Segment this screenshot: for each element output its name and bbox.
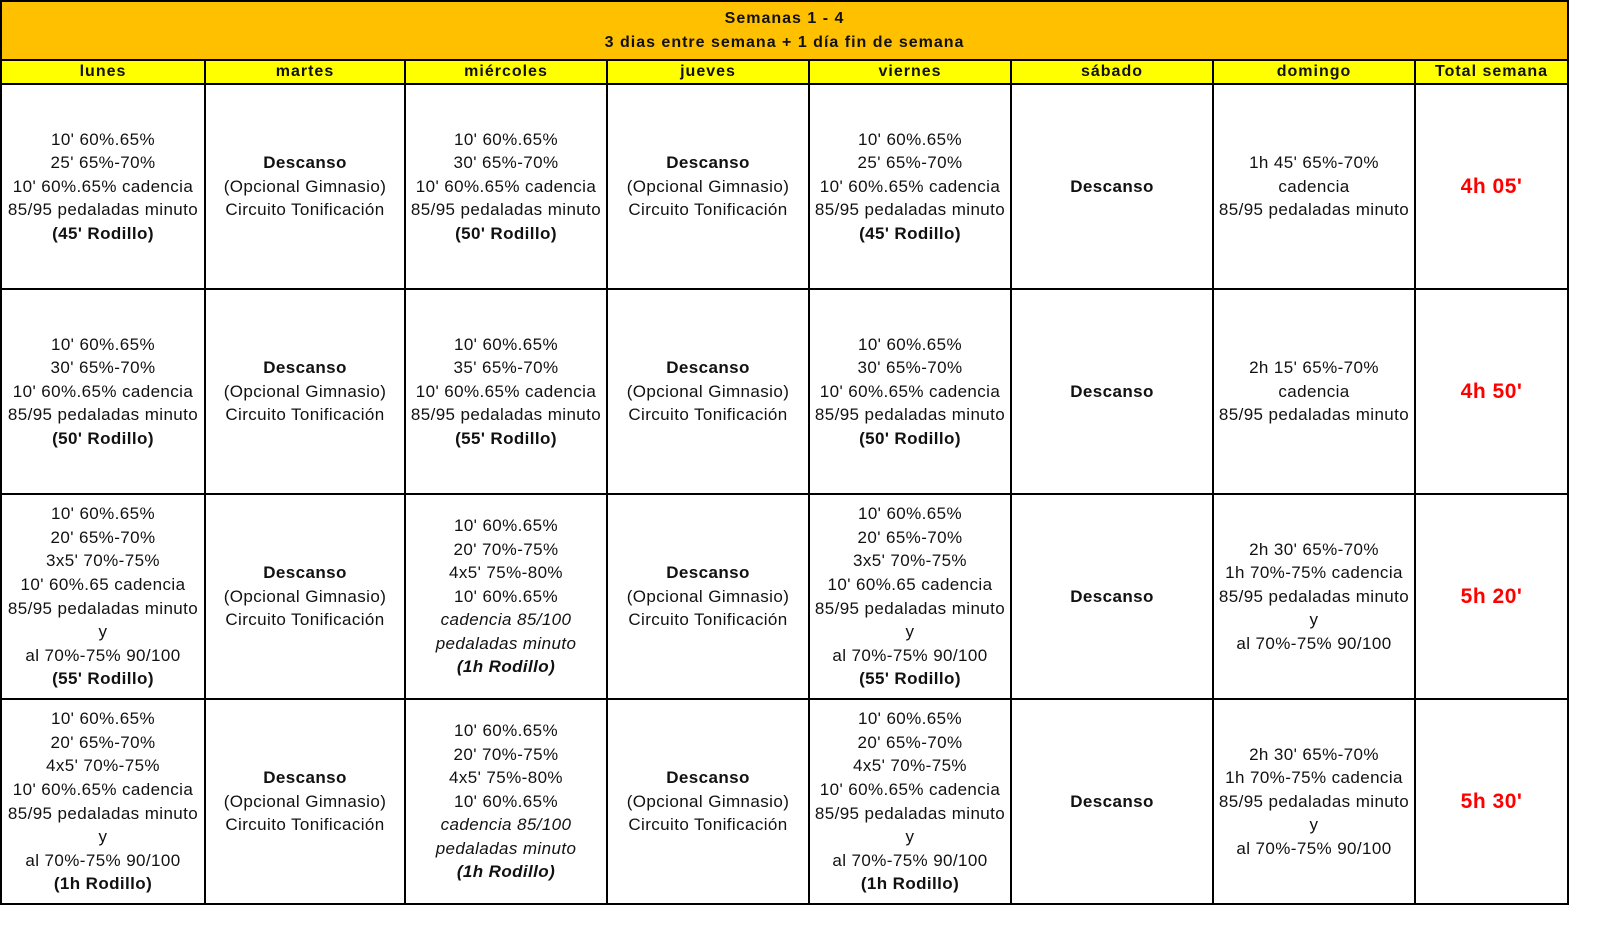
cell-line: Circuito Tonificación — [225, 405, 385, 425]
cell-line: (Opcional Gimnasio) — [223, 586, 387, 606]
cell-line: al 70%-75% 90/100 — [25, 850, 181, 870]
cell-miercoles[interactable] — [405, 494, 607, 699]
header-martes[interactable]: martes — [205, 60, 405, 84]
cell-line: 1h 45' 65%-70% — [1249, 153, 1379, 173]
cell-jueves[interactable] — [607, 494, 809, 699]
cell-line: 85/95 pedaladas minuto — [1218, 791, 1410, 811]
cell-line: y — [98, 827, 108, 847]
cell-viernes[interactable] — [809, 289, 1011, 494]
cell-domingo[interactable] — [1213, 494, 1415, 699]
cell-line: 85/95 pedaladas minuto — [410, 200, 602, 220]
cell-line: Descanso — [666, 563, 750, 583]
cell-jueves[interactable] — [607, 84, 809, 289]
cell-line: 25' 65%-70% — [857, 153, 963, 173]
header-total-semana[interactable]: Total semana — [1415, 60, 1568, 84]
cell-sabado[interactable] — [1011, 494, 1213, 699]
cell-line: 85/95 pedaladas minuto — [1218, 200, 1410, 220]
cell-line: al 70%-75% 90/100 — [1236, 633, 1392, 653]
cell-line: 10' 60%.65 cadencia — [827, 574, 993, 594]
cell-line: Descanso — [263, 358, 347, 378]
cell-line: 10' 60%.65% — [453, 791, 559, 811]
cell-line: 20' 70%-75% — [453, 539, 559, 559]
cell-line: al 70%-75% 90/100 — [832, 850, 988, 870]
cell-viernes[interactable] — [809, 84, 1011, 289]
header-domingo[interactable]: domingo — [1213, 60, 1415, 84]
cell-line: Circuito Tonificación — [628, 610, 788, 630]
cell-line: (Opcional Gimnasio) — [626, 791, 790, 811]
cell-line: cadencia 85/100 — [440, 610, 572, 630]
cell-line: (55' Rodillo) — [859, 669, 961, 689]
cell-line: 85/95 pedaladas minuto — [410, 405, 602, 425]
cell-domingo[interactable] — [1213, 289, 1415, 494]
cell-line: 10' 60%.65% — [857, 129, 963, 149]
cell-line: (45' Rodillo) — [859, 223, 961, 243]
cell-line: 10' 60%.65% cadencia — [12, 176, 194, 196]
cell-line: 30' 65%-70% — [453, 153, 559, 173]
title-cell[interactable] — [1, 1, 1568, 60]
cell-line: 10' 60%.65% — [857, 334, 963, 354]
cell-line: 2h 30' 65%-70% — [1249, 539, 1379, 559]
cell-line: 85/95 pedaladas minuto — [1218, 405, 1410, 425]
cell-line: al 70%-75% 90/100 — [832, 645, 988, 665]
cell-line: 10' 60%.65% — [453, 334, 559, 354]
cell-line: 2h 30' 65%-70% — [1249, 744, 1379, 764]
cell-line: 10' 60%.65% — [453, 515, 559, 535]
cell-line: (Opcional Gimnasio) — [223, 381, 387, 401]
cell-line: Descanso — [1070, 176, 1154, 196]
cell-line: 85/95 pedaladas minuto — [814, 200, 1006, 220]
cell-sabado[interactable] — [1011, 289, 1213, 494]
cell-total-semana[interactable]: 5h 30' — [1415, 699, 1568, 904]
cell-line: 10' 60%.65 cadencia — [20, 574, 186, 594]
cell-martes[interactable] — [205, 84, 405, 289]
cell-line: al 70%-75% 90/100 — [25, 645, 181, 665]
cell-martes[interactable] — [205, 699, 405, 904]
cell-sabado[interactable] — [1011, 84, 1213, 289]
cell-line: y — [1309, 610, 1319, 630]
cell-line: (1h Rodillo) — [860, 874, 960, 894]
cell-line: 10' 60%.65% — [50, 709, 156, 729]
cell-line: Descanso — [1070, 381, 1154, 401]
cell-lunes[interactable] — [1, 84, 205, 289]
cell-line: 10' 60%.65% — [50, 504, 156, 524]
cell-line: 10' 60%.65% — [857, 504, 963, 524]
day-header-row — [1, 60, 1568, 84]
cell-jueves[interactable] — [607, 289, 809, 494]
cell-line: (Opcional Gimnasio) — [626, 176, 790, 196]
cell-line: y — [98, 622, 108, 642]
cell-line: 1h 70%-75% cadencia — [1225, 768, 1403, 788]
cell-domingo[interactable] — [1213, 84, 1415, 289]
header-sabado[interactable]: sábado — [1011, 60, 1213, 84]
cell-line: Descanso — [1070, 791, 1154, 811]
cell-line: 35' 65%-70% — [453, 358, 559, 378]
week-row — [1, 84, 1568, 289]
cell-line: 4x5' 70%-75% — [853, 756, 967, 776]
cell-line: (Opcional Gimnasio) — [223, 176, 387, 196]
cell-sabado[interactable] — [1011, 699, 1213, 904]
cell-line: 10' 60%.65% — [50, 334, 156, 354]
cell-line: Circuito Tonificación — [225, 610, 385, 630]
cell-line: 30' 65%-70% — [857, 358, 963, 378]
title-subtitle: 3 dias entre semana + 1 día fin de semana — [604, 33, 965, 51]
cell-lunes[interactable] — [1, 494, 205, 699]
cell-line: 10' 60%.65% — [453, 129, 559, 149]
cell-line: Circuito Tonificación — [628, 200, 788, 220]
cell-line: Descanso — [263, 768, 347, 788]
week-row — [1, 289, 1568, 494]
cell-line: 85/95 pedaladas minuto — [814, 803, 1006, 823]
cell-line: 85/95 pedaladas minuto — [7, 598, 199, 618]
cell-line: 4x5' 70%-75% — [46, 756, 160, 776]
cell-line: (1h Rodillo) — [456, 657, 556, 677]
title-weeks: Semanas 1 - 4 — [724, 9, 845, 27]
cell-line: pedaladas minuto — [435, 838, 577, 858]
cell-line: 85/95 pedaladas minuto — [7, 803, 199, 823]
cell-line: 10' 60%.65% cadencia — [12, 381, 194, 401]
cell-line: 10' 60%.65% cadencia — [415, 381, 597, 401]
cell-total-semana[interactable]: 4h 50' — [1415, 289, 1568, 494]
cell-line: (Opcional Gimnasio) — [626, 586, 790, 606]
cell-viernes[interactable] — [809, 699, 1011, 904]
cell-line: Descanso — [1070, 586, 1154, 606]
cell-line: 4x5' 75%-80% — [449, 768, 563, 788]
cell-line: (Opcional Gimnasio) — [223, 791, 387, 811]
cell-line: Circuito Tonificación — [225, 200, 385, 220]
cell-viernes[interactable] — [809, 494, 1011, 699]
header-miercoles[interactable]: miércoles — [405, 60, 607, 84]
week-row — [1, 494, 1568, 699]
cell-line: (1h Rodillo) — [53, 874, 153, 894]
cell-line: 85/95 pedaladas minuto — [1218, 586, 1410, 606]
cell-line: 20' 65%-70% — [857, 732, 963, 752]
week-row — [1, 699, 1568, 904]
cell-line: 20' 70%-75% — [453, 744, 559, 764]
cell-line: 25' 65%-70% — [50, 153, 156, 173]
cell-line: (45' Rodillo) — [52, 223, 154, 243]
cell-line: y — [905, 827, 915, 847]
cell-lunes[interactable] — [1, 289, 205, 494]
header-viernes[interactable]: viernes — [809, 60, 1011, 84]
cell-line: (55' Rodillo) — [455, 428, 557, 448]
cell-line: 30' 65%-70% — [50, 358, 156, 378]
cell-line: 3x5' 70%-75% — [46, 551, 160, 571]
cell-martes[interactable] — [205, 494, 405, 699]
cell-line: 10' 60%.65% cadencia — [819, 779, 1001, 799]
cell-domingo[interactable] — [1213, 699, 1415, 904]
cell-total-semana[interactable]: 4h 05' — [1415, 84, 1568, 289]
cell-line: 20' 65%-70% — [50, 527, 156, 547]
cell-line: 10' 60%.65% — [50, 129, 156, 149]
cell-line: 10' 60%.65% cadencia — [415, 176, 597, 196]
cell-line: cadencia — [1278, 381, 1350, 401]
cell-line: Circuito Tonificación — [628, 405, 788, 425]
cell-line: cadencia — [1278, 176, 1350, 196]
cell-line: 10' 60%.65% — [453, 720, 559, 740]
cell-line: (50' Rodillo) — [455, 223, 557, 243]
cell-line: y — [905, 622, 915, 642]
cell-line: 10' 60%.65% cadencia — [819, 176, 1001, 196]
cell-line: (55' Rodillo) — [52, 669, 154, 689]
cell-line: 85/95 pedaladas minuto — [814, 598, 1006, 618]
cell-line: pedaladas minuto — [435, 633, 577, 653]
cell-miercoles[interactable] — [405, 699, 607, 904]
cell-line: Circuito Tonificación — [628, 815, 788, 835]
cell-line: 85/95 pedaladas minuto — [814, 405, 1006, 425]
cell-line: 10' 60%.65% — [857, 709, 963, 729]
cell-line: (50' Rodillo) — [859, 428, 961, 448]
cell-line: Descanso — [263, 153, 347, 173]
cell-line: al 70%-75% 90/100 — [1236, 838, 1392, 858]
cell-line: 10' 60%.65% cadencia — [12, 779, 194, 799]
cell-line: 20' 65%-70% — [50, 732, 156, 752]
cell-line: 1h 70%-75% cadencia — [1225, 563, 1403, 583]
cell-total-semana[interactable]: 5h 20' — [1415, 494, 1568, 699]
title-row — [1, 1, 1568, 60]
cell-line: (1h Rodillo) — [456, 862, 556, 882]
cell-line: Descanso — [263, 563, 347, 583]
cell-line: 4x5' 75%-80% — [449, 563, 563, 583]
cell-line: Descanso — [666, 768, 750, 788]
cell-line: 10' 60%.65% — [453, 586, 559, 606]
cell-line: Circuito Tonificación — [225, 815, 385, 835]
cell-line: Descanso — [666, 153, 750, 173]
header-jueves[interactable]: jueves — [607, 60, 809, 84]
cell-miercoles[interactable] — [405, 84, 607, 289]
cell-lunes[interactable] — [1, 699, 205, 904]
cell-line: Descanso — [666, 358, 750, 378]
cell-miercoles[interactable] — [405, 289, 607, 494]
cell-line: 10' 60%.65% cadencia — [819, 381, 1001, 401]
cell-line: 2h 15' 65%-70% — [1249, 358, 1379, 378]
cell-jueves[interactable] — [607, 699, 809, 904]
cell-line: 85/95 pedaladas minuto — [7, 405, 199, 425]
cell-line: (Opcional Gimnasio) — [626, 381, 790, 401]
cell-martes[interactable] — [205, 289, 405, 494]
cell-line: y — [1309, 815, 1319, 835]
header-lunes[interactable]: lunes — [1, 60, 205, 84]
cell-line: 3x5' 70%-75% — [853, 551, 967, 571]
cell-line: cadencia 85/100 — [440, 815, 572, 835]
cell-line: (50' Rodillo) — [52, 428, 154, 448]
cell-line: 85/95 pedaladas minuto — [7, 200, 199, 220]
cell-line: 20' 65%-70% — [857, 527, 963, 547]
